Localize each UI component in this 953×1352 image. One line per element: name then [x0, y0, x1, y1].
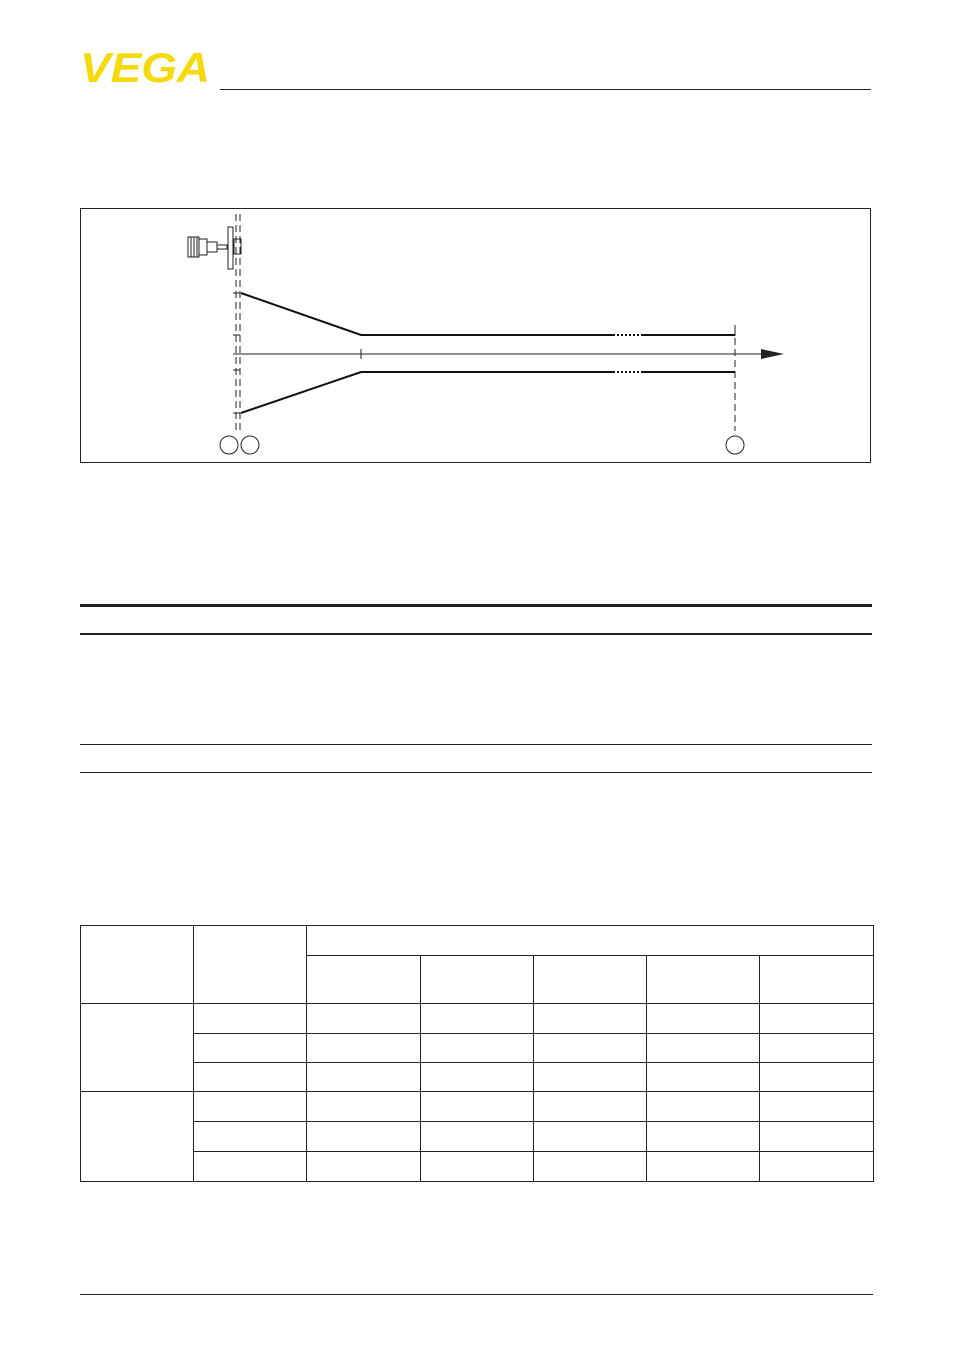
- table-cell: [534, 1122, 647, 1152]
- section-rule-1: [80, 604, 872, 607]
- table-cell: [194, 1092, 307, 1122]
- table-cell: [194, 1152, 307, 1182]
- table-cell: [534, 1152, 647, 1182]
- table-cell: [647, 1063, 760, 1092]
- table-cell: [307, 1152, 421, 1182]
- section-rule-4: [80, 772, 872, 773]
- axis-ticks: [233, 293, 735, 413]
- table-cell: [647, 1152, 760, 1182]
- header-cell: [647, 956, 760, 1004]
- beam-diagram-figure: [80, 208, 871, 463]
- table-cell: [647, 1092, 760, 1122]
- table-cell: [534, 1063, 647, 1092]
- table-cell: [421, 1034, 534, 1063]
- table-cell: [421, 1122, 534, 1152]
- callout-2: [241, 436, 259, 454]
- table-cell: [307, 1034, 421, 1063]
- vega-logo: [80, 49, 212, 85]
- table-row: [81, 1034, 874, 1063]
- table-cell: [194, 1122, 307, 1152]
- header-rule: [220, 89, 871, 90]
- table-cell: [760, 1063, 874, 1092]
- table-cell: [534, 1092, 647, 1122]
- table-row: [81, 1152, 874, 1182]
- group-label: [81, 1092, 194, 1182]
- beam-envelope-upper: [241, 293, 613, 335]
- header-cell: [81, 926, 194, 1004]
- axis-arrow-icon: [761, 349, 784, 359]
- table-row: [81, 1092, 874, 1122]
- table-cell: [647, 1004, 760, 1034]
- table-cell: [421, 1092, 534, 1122]
- table-row: [81, 1122, 874, 1152]
- table-cell: [760, 1152, 874, 1182]
- table-cell: [647, 1122, 760, 1152]
- callout-3: [726, 436, 744, 454]
- group-label: [81, 1004, 194, 1092]
- table-header-row: [81, 926, 874, 956]
- section-rule-2: [80, 633, 872, 635]
- table-cell: [307, 1092, 421, 1122]
- footer-rule: [80, 1294, 873, 1295]
- table-cell: [307, 1063, 421, 1092]
- table-cell: [194, 1034, 307, 1063]
- table-cell: [760, 1034, 874, 1063]
- table-cell: [760, 1092, 874, 1122]
- table-row: [81, 1063, 874, 1092]
- spec-table: [80, 925, 874, 1182]
- header-cell: [307, 926, 874, 956]
- table-cell: [307, 1004, 421, 1034]
- callout-1: [220, 436, 238, 454]
- sensor-icon: [188, 227, 241, 269]
- table-cell: [421, 1152, 534, 1182]
- table-cell: [760, 1122, 874, 1152]
- beam-diagram: [81, 209, 872, 464]
- table-cell: [194, 1063, 307, 1092]
- table-cell: [534, 1004, 647, 1034]
- table-cell: [421, 1063, 534, 1092]
- table-cell: [421, 1004, 534, 1034]
- table-cell: [307, 1122, 421, 1152]
- header-cell: [421, 956, 534, 1004]
- beam-envelope-lower: [241, 372, 613, 413]
- table-cell: [760, 1004, 874, 1034]
- header-cell: [534, 956, 647, 1004]
- header-cell: [760, 956, 874, 1004]
- table-row: [81, 1004, 874, 1034]
- section-rule-3: [80, 744, 872, 745]
- header-cell: [194, 926, 307, 1004]
- table-cell: [194, 1004, 307, 1034]
- table-cell: [534, 1034, 647, 1063]
- table-cell: [647, 1034, 760, 1063]
- logo-text: VEGA: [80, 49, 210, 85]
- header-cell: [307, 956, 421, 1004]
